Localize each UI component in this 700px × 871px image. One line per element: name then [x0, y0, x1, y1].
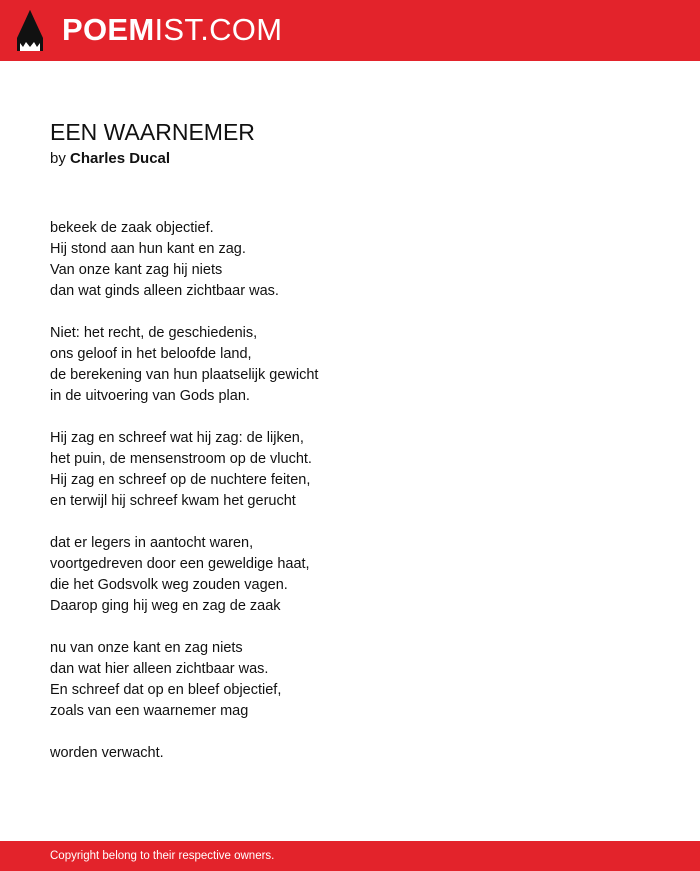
poem-line: voortgedreven door een geweldige haat, — [50, 556, 310, 572]
stanza — [50, 323, 650, 407]
poem-line: dan wat hier alleen zichtbaar was. — [50, 661, 269, 677]
stanza — [50, 533, 650, 617]
poem-line: ons geloof in het beloofde land, — [50, 346, 252, 362]
poem-line: de berekening van hun plaatselijk gewicht — [50, 367, 319, 383]
poem-line: in de uitvoering van Gods plan. — [50, 388, 250, 404]
poem-line: Daarop ging hij weg en zag de zaak — [50, 598, 281, 614]
poem-line: en terwijl hij schreef kwam het gerucht — [50, 493, 296, 509]
stanza — [50, 743, 650, 764]
stanza — [50, 428, 650, 512]
logo-text-bold: POEM — [62, 12, 155, 47]
poem-line: nu van onze kant en zag niets — [50, 640, 243, 656]
poem-line: Niet: het recht, de geschiedenis, — [50, 325, 258, 341]
poem-line: die het Godsvolk weg zouden vagen. — [50, 577, 288, 593]
poem-title: EEN WAARNEMER — [50, 119, 255, 145]
poem-line: zoals van een waarnemer mag — [50, 703, 249, 719]
site-footer — [0, 841, 700, 871]
poem-line: bekeek de zaak objectief. — [50, 220, 214, 236]
site-header — [0, 0, 700, 61]
poem-line: worden verwacht. — [50, 745, 164, 761]
poem-line: Hij zag en schreef wat hij zag: de lijken, — [50, 430, 304, 446]
poem-line: Van onze kant zag hij niets — [50, 262, 223, 278]
poem-line: Hij zag en schreef op de nuchtere feiten, — [50, 472, 311, 488]
poem-line: dan wat ginds alleen zichtbaar was. — [50, 283, 279, 299]
poem-line: Hij stond aan hun kant en zag. — [50, 241, 246, 257]
byline — [50, 149, 170, 169]
author-name[interactable]: Charles Ducal — [70, 150, 171, 167]
stanza — [50, 638, 650, 722]
copyright-notice: Copyright belong to their respective owners. — [50, 850, 275, 862]
stanza — [50, 218, 650, 302]
poem-line: dat er legers in aantocht waren, — [50, 535, 254, 551]
logo-text-light: IST.COM — [154, 12, 283, 47]
poem-line: En schreef dat op en bleef objectief, — [50, 682, 282, 698]
poem-body — [50, 218, 650, 785]
poem-line: het puin, de mensenstroom op de vlucht. — [50, 451, 312, 467]
pencil-tip-icon[interactable] — [17, 10, 43, 51]
byline-prefix: by — [50, 150, 66, 167]
site-logo[interactable] — [62, 12, 282, 48]
